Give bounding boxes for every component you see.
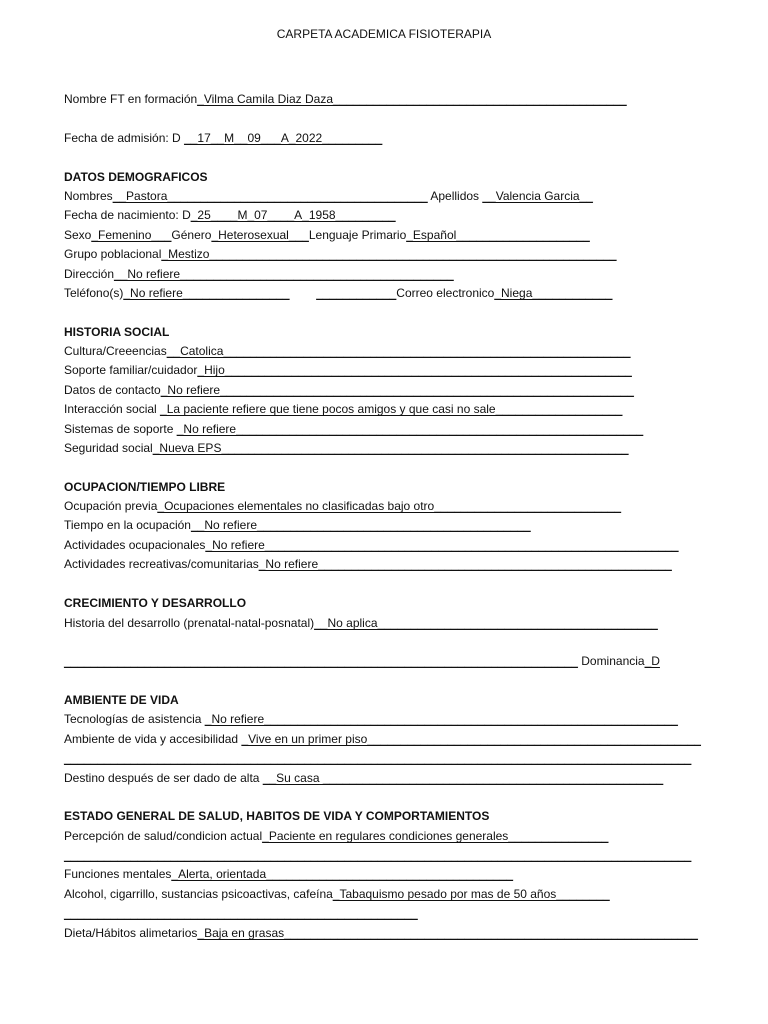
field-label-correo: Correo electronico — [396, 286, 495, 300]
field-label: Grupo poblacional — [64, 247, 162, 261]
field-label: Percepción de salud/condicion actual — [64, 829, 263, 843]
field-label: Cultura/Creeencias — [64, 344, 167, 358]
field-blank: ______________________________________________________________________________________________ — [64, 848, 692, 862]
field-value: _No refiere______________________________________________________________ — [205, 538, 679, 552]
field-value: __No refiere_________________________________________ — [114, 267, 454, 281]
section-heading-historia-social: HISTORIA SOCIAL — [64, 325, 170, 339]
field-label: Nombre FT en formación — [64, 92, 198, 106]
field-label: Dieta/Hábitos alimetarios — [64, 926, 198, 940]
field-dominancia — [64, 654, 660, 668]
blank-line — [64, 906, 629, 920]
field-label: Ambiente de vida y accesibilidad — [64, 732, 242, 746]
field-value: _Paciente en regulares condiciones generales_______________ — [262, 829, 609, 843]
field-label-lenguaje: Lenguaje Primario — [308, 228, 407, 242]
field-label: Soporte familiar/cuidador — [64, 363, 198, 377]
field-value: _La paciente refiere que tiene pocos amigos y que casi no sale___________________ — [160, 402, 623, 416]
field-interaccion-social — [64, 402, 629, 416]
blank-line — [64, 751, 692, 765]
field-value: _Mestizo_____________________________________________________________ — [161, 247, 617, 261]
field-blank: _____________________________________________________ — [64, 906, 418, 920]
field-sexo — [64, 228, 629, 242]
field-label: Ocupación previa — [64, 499, 158, 513]
field-ocupacion-previa — [64, 499, 629, 513]
field-alcohol-cigarrillo — [64, 887, 629, 901]
field-value: _Alerta, orientada_____________________________________ — [171, 867, 514, 881]
field-label: Interacción social — [64, 402, 161, 416]
field-value: _No refiere______________________________________________________________ — [204, 712, 678, 726]
field-value: _Vive en un primer piso__________________________________________________ — [241, 732, 701, 746]
field-label: Actividades recreativas/comunitarias — [64, 557, 259, 571]
field-dieta — [64, 926, 698, 940]
field-value: _25____M_07____A_1958_________ — [190, 208, 396, 222]
field-label: Funciones mentales — [64, 867, 172, 881]
field-direccion — [64, 267, 629, 281]
field-telefono — [64, 286, 629, 300]
field-actividades-ocupacionales — [64, 538, 679, 552]
field-funciones-mentales — [64, 867, 629, 881]
field-value: __Su casa — [262, 771, 320, 785]
field-label: Actividades ocupacionales — [64, 538, 206, 552]
field-ambiente-accesibilidad — [64, 732, 701, 746]
section-heading-ambiente-vida: AMBIENTE DE VIDA — [64, 693, 179, 707]
field-fecha-admision — [64, 131, 629, 145]
section-heading-ocupacion: OCUPACION/TIEMPO LIBRE — [64, 480, 226, 494]
field-label: Tecnologías de asistencia — [64, 712, 205, 726]
field-value-correo: _Niega____________ — [494, 286, 613, 300]
field-cultura — [64, 344, 629, 358]
field-grupo-poblacional — [64, 247, 629, 261]
field-label: Dirección — [64, 267, 115, 281]
field-destino-alta — [64, 771, 664, 785]
field-value: _Tabaquismo pesado por mas de 50 años________ — [332, 887, 610, 901]
field-value: _No refiere________________ — [123, 286, 290, 300]
field-value-dominancia: _D — [644, 654, 660, 668]
section-heading-datos-demograficos: DATOS DEMOGRAFICOS — [64, 170, 208, 184]
field-nombre-ft — [64, 92, 629, 106]
field-label: Datos de contacto — [64, 383, 161, 397]
field-value: _No refiere_____________________________________________________________ — [176, 422, 644, 436]
field-nombres — [64, 189, 629, 203]
field-label: Fecha de admisión: D — [64, 131, 185, 145]
field-label-genero: Género — [171, 228, 212, 242]
field-tiempo-ocupacion — [64, 518, 629, 532]
field-label: Nombres — [64, 189, 113, 203]
field-historia-desarrollo — [64, 616, 658, 630]
field-sistemas-soporte — [64, 422, 644, 436]
page-title: CARPETA ACADEMICA FISIOTERAPIA — [276, 27, 492, 41]
field-value: _Femenino___ — [91, 228, 172, 242]
field-fecha-nacimiento — [64, 208, 629, 222]
field-value: _Vilma Camila Diaz Daza____________________________________________ — [197, 92, 627, 106]
field-soporte-familiar — [64, 363, 632, 377]
field-label: Fecha de nacimiento: D — [64, 208, 191, 222]
field-value: _Ocupaciones elementales no clasificadas bajo otro____________________________ — [157, 499, 622, 513]
field-value: __Pastora_______________________________________ — [112, 189, 428, 203]
field-percepcion-salud — [64, 829, 629, 843]
field-value: _Baja en grasas______________________________________________________________ — [197, 926, 698, 940]
section-heading-crecimiento: CRECIMIENTO Y DESARROLLO — [64, 596, 247, 610]
field-value: _No refiere_____________________________________________________ — [258, 557, 672, 571]
field-label: Sistemas de soporte — [64, 422, 177, 436]
field-label: Sexo — [64, 228, 92, 242]
field-blank: ______________________________________________________________________________________________ — [64, 751, 692, 765]
field-gap — [290, 286, 317, 300]
field-value: _Nueva EPS_____________________________________________________________ — [152, 441, 629, 455]
field-value: __Catolica_____________________________________________________________ — [166, 344, 631, 358]
field-value: __17__M__09___A_2022_________ — [184, 131, 383, 145]
field-value-lenguaje: _Español____________________ — [406, 228, 590, 242]
field-label-apellidos: Apellidos — [427, 189, 483, 203]
field-label: Destino después de ser dado de alta — [64, 771, 263, 785]
field-label: Alcohol, cigarrillo, sustancias psicoactivas, cafeína — [64, 887, 333, 901]
field-value: __No aplica__________________________________________ — [314, 616, 658, 630]
field-blank: _____________________________________________________________________________ — [64, 654, 578, 668]
field-value-genero: _Heterosexual___ — [211, 228, 309, 242]
field-label-dominancia: Dominancia — [577, 654, 645, 668]
field-value: _No refiere______________________________________________________________ — [160, 383, 634, 397]
field-value: __No refiere_________________________________________ — [190, 518, 531, 532]
field-label: Teléfono(s) — [64, 286, 124, 300]
field-value-apellidos: __Valencia Garcia__ — [482, 189, 593, 203]
field-tecnologias-asistencia — [64, 712, 678, 726]
field-label: Seguridad social — [64, 441, 153, 455]
field-seguridad-social — [64, 441, 629, 455]
field-actividades-recreativas — [64, 557, 672, 571]
section-heading-estado-general: ESTADO GENERAL DE SALUD, HABITOS DE VIDA Y COMPORTAMIENTOS — [64, 809, 490, 823]
field-label: Tiempo en la ocupación — [64, 518, 191, 532]
field-label: Historia del desarrollo (prenatal-natal-posnatal) — [64, 616, 315, 630]
blank-line — [64, 848, 692, 862]
field-value: _Hijo_____________________________________________________________ — [197, 363, 632, 377]
field-blank: ____________ — [316, 286, 397, 300]
field-datos-contacto — [64, 383, 634, 397]
field-blank: ___________________________________________________ — [319, 771, 664, 785]
